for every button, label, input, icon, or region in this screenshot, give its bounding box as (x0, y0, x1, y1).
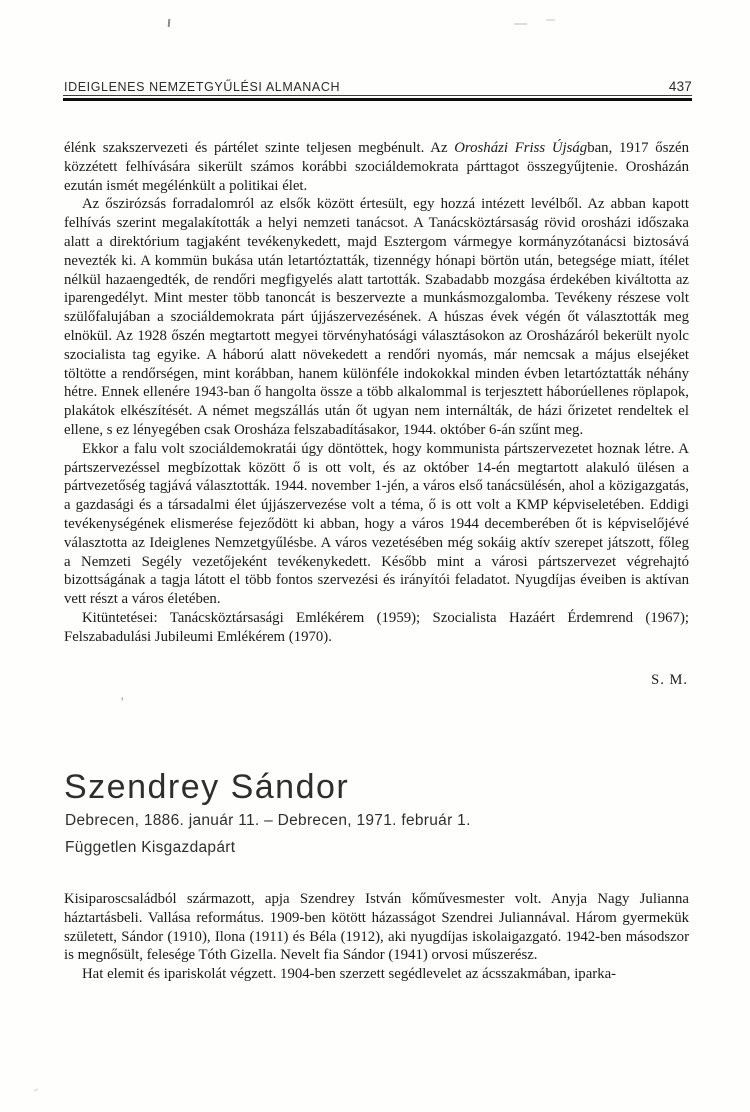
biography-paragraph-family: Kisiparoscsaládból származott, apja Szendrey István kőművesmester volt. Anyja Nagy Julianna háztartásbeli. Vallása református. 1909-ben kötött házasságot Szendrei Juliannával. Három gyermekük született, Sándor (1910), Ilona (1911) és Béla (1912), aki nyugdíjas iskolaigazgató. 1942-ben másodszor is megnősült, felesége Tóth Gizella. Nevelt fia Sándor (1941) orvosi műszerész. (64, 891, 689, 964)
previous-entry-text-block (64, 139, 689, 647)
paragraph-revolution: Az őszirózsás forradalomról az elsők között értesült, egy hozzá intézett levélből. Az abban kapott felhívás szerint megalakították a helyi nemzeti tanácsot. A Tanácsköztársaság rövid orosházi időszaka alatt a direktórium tagjaként tevékenykedett, majd Esztergom vármegye kormányzótanácsi biztosává nevezték ki. A kommün bukása után letartóztatták, tizennégy hónapi börtön után, betegsége miatt, ítélet nélkül hazaengedték, de rendőri megfigyelés alatt tartották. Szabadabb mozgása érdekében kiváltotta az iparengedélyt. Mint mester több tanoncát is beszervezte a munkásmozgalomba. Tevékeny részese volt szülőfalujában a szociáldemokrata párt újjászervezésének. A húszas évek végén őt választották meg elnökül. Az 1928 őszén megtartott megyei törvényhatósági választásokon az Orosházáról bekerült nyolc szocialista tag egyike. A háború alatt növekedett a rendőri nyomás, már nemcsak a május elsejéket töltötte a rendőrségen, mint korábban, hanem különféle indokokkal minden évben letartóztatták néhány hétre. Ennek ellenére 1943-ban ő hangolta össze a több alkalommal is terjesztett háborúellenes röplapok, plakátok elkészítését. A német megszállás után őt ugyan nem internálták, de házi őrizetet rendeltek el ellene, s ez lényegében csak Orosháza felszabadításakor, 1944. október 6-án szűnt meg. (64, 196, 689, 438)
entry-name-heading: Szendrey Sándor (64, 768, 350, 806)
paragraph-continuation-text-start: élénk szakszervezeti és pártélet szinte teljesen megbénult. Az (64, 140, 455, 156)
header-rule-thick-line (63, 98, 692, 101)
biography-paragraph-education: Hat elemit és ipariskolát végzett. 1904-ben szerzett segédlevelet az ácsszakmában, iparka- (82, 966, 617, 983)
header-rule-thin-line (63, 95, 692, 96)
scan-artifact-dash (546, 19, 555, 21)
running-head-title: IDEIGLENES NEMZETGYŰLÉSI ALMANACH (64, 80, 341, 94)
paragraph-party-organization: Ekkor a falu volt szociáldemokratái úgy döntöttek, hogy kommunista pártszervezetet hoznak létre. A pártszervezéssel megbízottak között ő is ott volt, és az október 14-én megtartott alakuló ülésen a pártvezetőség tagjává választották. 1944. november 1-jén, a város első tanácsülésén, ahol a közigazgatás, a gazdasági és a társadalmi élet újjászervezése volt a téma, ő is ott volt a KMP képviseletében. Eddigi tevékenységének elismerése fejeződött ki abban, hogy a város 1944 decemberében őt is képviselőjévé választotta az Ideiglenes Nemzetgyűlésbe. A város vezetésében még sokáig aktív szerepet játszott, főleg a Nemzeti Segély vezetőjeként tevékenykedett. Később mint a városi pártszervezet végrehajtó bizottságának a tagja látott el több fontos szervezési és irányítói feladatot. Nyugdíjas éveiben is aktívan vett részt a város életében. (64, 440, 689, 608)
author-initials: S. M. (651, 672, 688, 688)
paragraph-awards: Kitüntetései: Tanácsköztársasági Emlékérem (1959); Szocialista Hazáért Érdemrend (1967); Felszabadulási Jubileumi Emlékérem (1970). (64, 609, 689, 645)
entry-party-affiliation: Független Kisgazdapárt (65, 839, 236, 856)
scan-artifact-speck (34, 1088, 38, 1091)
newspaper-title-italic: Orosházi Friss Újság (454, 140, 588, 156)
scan-artifact-tick (168, 19, 171, 27)
entry-life-dates: Debrecen, 1886. január 11. – Debrecen, 1971. február 1. (65, 812, 471, 829)
scan-artifact-mark: ’ (120, 694, 125, 709)
page-number: 437 (668, 79, 692, 94)
running-head (64, 79, 692, 94)
scan-artifact-dash (514, 23, 527, 25)
paragraph-continuation (64, 139, 689, 195)
header-double-rule (63, 95, 692, 101)
entry-biography-block (64, 890, 689, 984)
paragraph-continuation-text-end: ban, 1917 őszén közzétett felhívására sikerült számos korábbi szociáldemokrata párttagot összegyűjtenie. Orosházán ezután ismét megélénkült a politikai élet. (64, 140, 689, 194)
